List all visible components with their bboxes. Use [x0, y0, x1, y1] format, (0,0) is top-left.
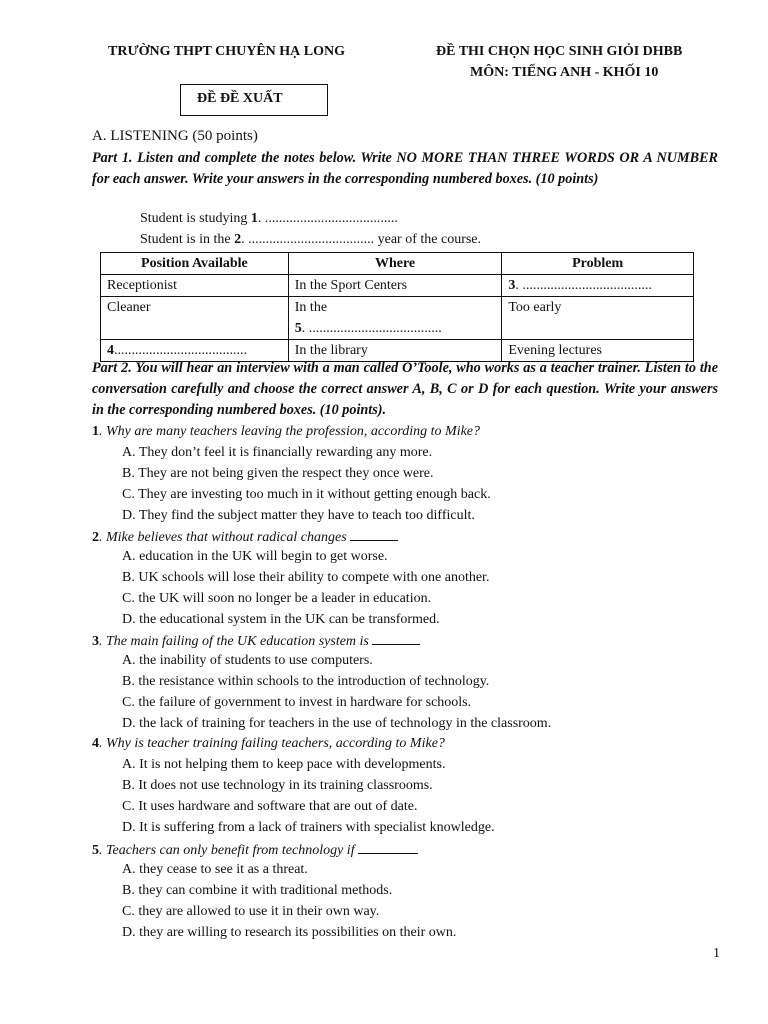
option-c: C. They are investing too much in it without getting enough back. [122, 487, 491, 502]
option-d: D. They find the subject matter they have to teach too difficult. [122, 508, 475, 523]
section-title: A. LISTENING (50 points) [92, 128, 258, 144]
option-b: B. UK schools will lose their ability to compete with one another. [122, 570, 490, 585]
table-cell [288, 297, 502, 340]
option-c: C. the UK will soon no longer be a leader in education. [122, 591, 432, 606]
notes-line-2-suffix: year of the course. [374, 232, 482, 247]
notes-table [100, 252, 694, 362]
school-name: TRƯỜNG THPT CHUYÊN HẠ LONG [108, 44, 345, 59]
question-5 [92, 841, 418, 859]
question-number: 3 [92, 634, 99, 649]
option-b: B. They are not being given the respect they once were. [122, 466, 434, 481]
option-b: B. the resistance within schools to the introduction of technology. [122, 674, 490, 689]
question-2 [92, 528, 398, 546]
blank-number-1: 1 [250, 211, 258, 226]
option-a: A. education in the UK will begin to get worse. [122, 549, 388, 564]
option-a: A. It is not helping them to keep pace with developments. [122, 757, 446, 772]
subject-line: MÔN: TIẾNG ANH - KHỐI 10 [470, 65, 659, 80]
question-number: 5 [92, 843, 99, 858]
option-d: D. the lack of training for teachers in the use of technology in the classroom. [122, 716, 552, 731]
question-text: . Teachers can only benefit from technology if [99, 843, 359, 858]
blank-number-4: 4 [107, 343, 114, 358]
answer-line [358, 841, 418, 854]
table-cell-line: In the [294, 300, 328, 315]
question-1 [92, 424, 480, 440]
question-text: . Mike believes that without radical changes [99, 530, 351, 545]
exam-title: ĐỀ THI CHỌN HỌC SINH GIỎI DHBB [436, 44, 683, 59]
blank-number-5: 5 [294, 321, 302, 336]
table-cell-line [295, 318, 496, 339]
table-cell: Receptionist [101, 275, 289, 297]
option-a: A. they cease to see it as a threat. [122, 862, 308, 877]
question-3 [92, 632, 420, 650]
answer-blank-5: . ...................................... [301, 321, 442, 336]
page-number: 1 [713, 946, 720, 961]
notes-line-2 [140, 232, 481, 248]
table-cell: In the Sport Centers [288, 275, 502, 297]
notes-line-2-prefix: Student is in the [140, 232, 235, 247]
part1-instructions: Part 1. Listen and complete the notes below. Write NO MORE THAN THREE WORDS OR A NUMBER for each answer. Write your answers in the corresponding numbered boxes. (10 points) [92, 150, 718, 187]
answer-blank-3: . ..................................... [515, 278, 652, 293]
question-number: 2 [92, 530, 99, 545]
option-c: C. the failure of government to invest in hardware for schools. [122, 695, 472, 710]
option-b: B. It does not use technology in its training classrooms. [122, 778, 433, 793]
table-header-row [101, 253, 694, 275]
question-text: . The main failing of the UK education system is [99, 634, 373, 649]
table-row [101, 275, 694, 297]
badge-label: ĐỀ ĐỀ XUẤT [197, 91, 283, 106]
table-cell: Evening lectures [502, 340, 694, 362]
table-header-cell: Position Available [101, 253, 289, 275]
answer-blank-4: ...................................... [114, 343, 247, 358]
option-a: A. the inability of students to use computers. [122, 653, 373, 668]
proposed-exam-badge [180, 84, 328, 116]
table-row [101, 297, 694, 340]
table-cell: Cleaner [101, 297, 289, 340]
question-text: . Why are many teachers leaving the profession, according to Mike? [99, 424, 481, 439]
question-number: 1 [92, 424, 99, 439]
notes-line-1-prefix: Student is studying [140, 211, 251, 226]
table-cell: Too early [502, 297, 694, 340]
question-number: 4 [92, 736, 99, 751]
answer-line [350, 528, 398, 541]
table-cell [502, 275, 694, 297]
blank-number-2: 2 [234, 232, 242, 247]
option-b: B. they can combine it with traditional methods. [122, 883, 393, 898]
blank-number-3: 3 [508, 278, 516, 293]
answer-blank-1: . ...................................... [257, 211, 398, 226]
question-text: . Why is teacher training failing teachers, according to Mike? [99, 736, 445, 751]
option-c: C. they are allowed to use it in their own way. [122, 904, 380, 919]
option-d: D. they are willing to research its possibilities on their own. [122, 925, 457, 940]
answer-blank-2: . .................................... [241, 232, 375, 247]
answer-line [372, 632, 420, 645]
question-4 [92, 736, 445, 752]
table-header-cell: Where [288, 253, 502, 275]
option-d: D. the educational system in the UK can be transformed. [122, 612, 440, 627]
table-cell: In the library [288, 340, 502, 362]
notes-line-1 [140, 211, 398, 227]
option-a: A. They don’t feel it is financially rewarding any more. [122, 445, 433, 460]
option-d: D. It is suffering from a lack of trainers with specialist knowledge. [122, 820, 495, 835]
table-header-cell: Problem [502, 253, 694, 275]
part2-instructions: Part 2. You will hear an interview with a man called O’Toole, who works as a teacher trainer. Listen to the conversation carefully and choose the correct answer A, B, C or D for each question. Write your answers in the corresponding numbered boxes. (10 points). [92, 360, 718, 418]
option-c: C. It uses hardware and software that are out of date. [122, 799, 418, 814]
